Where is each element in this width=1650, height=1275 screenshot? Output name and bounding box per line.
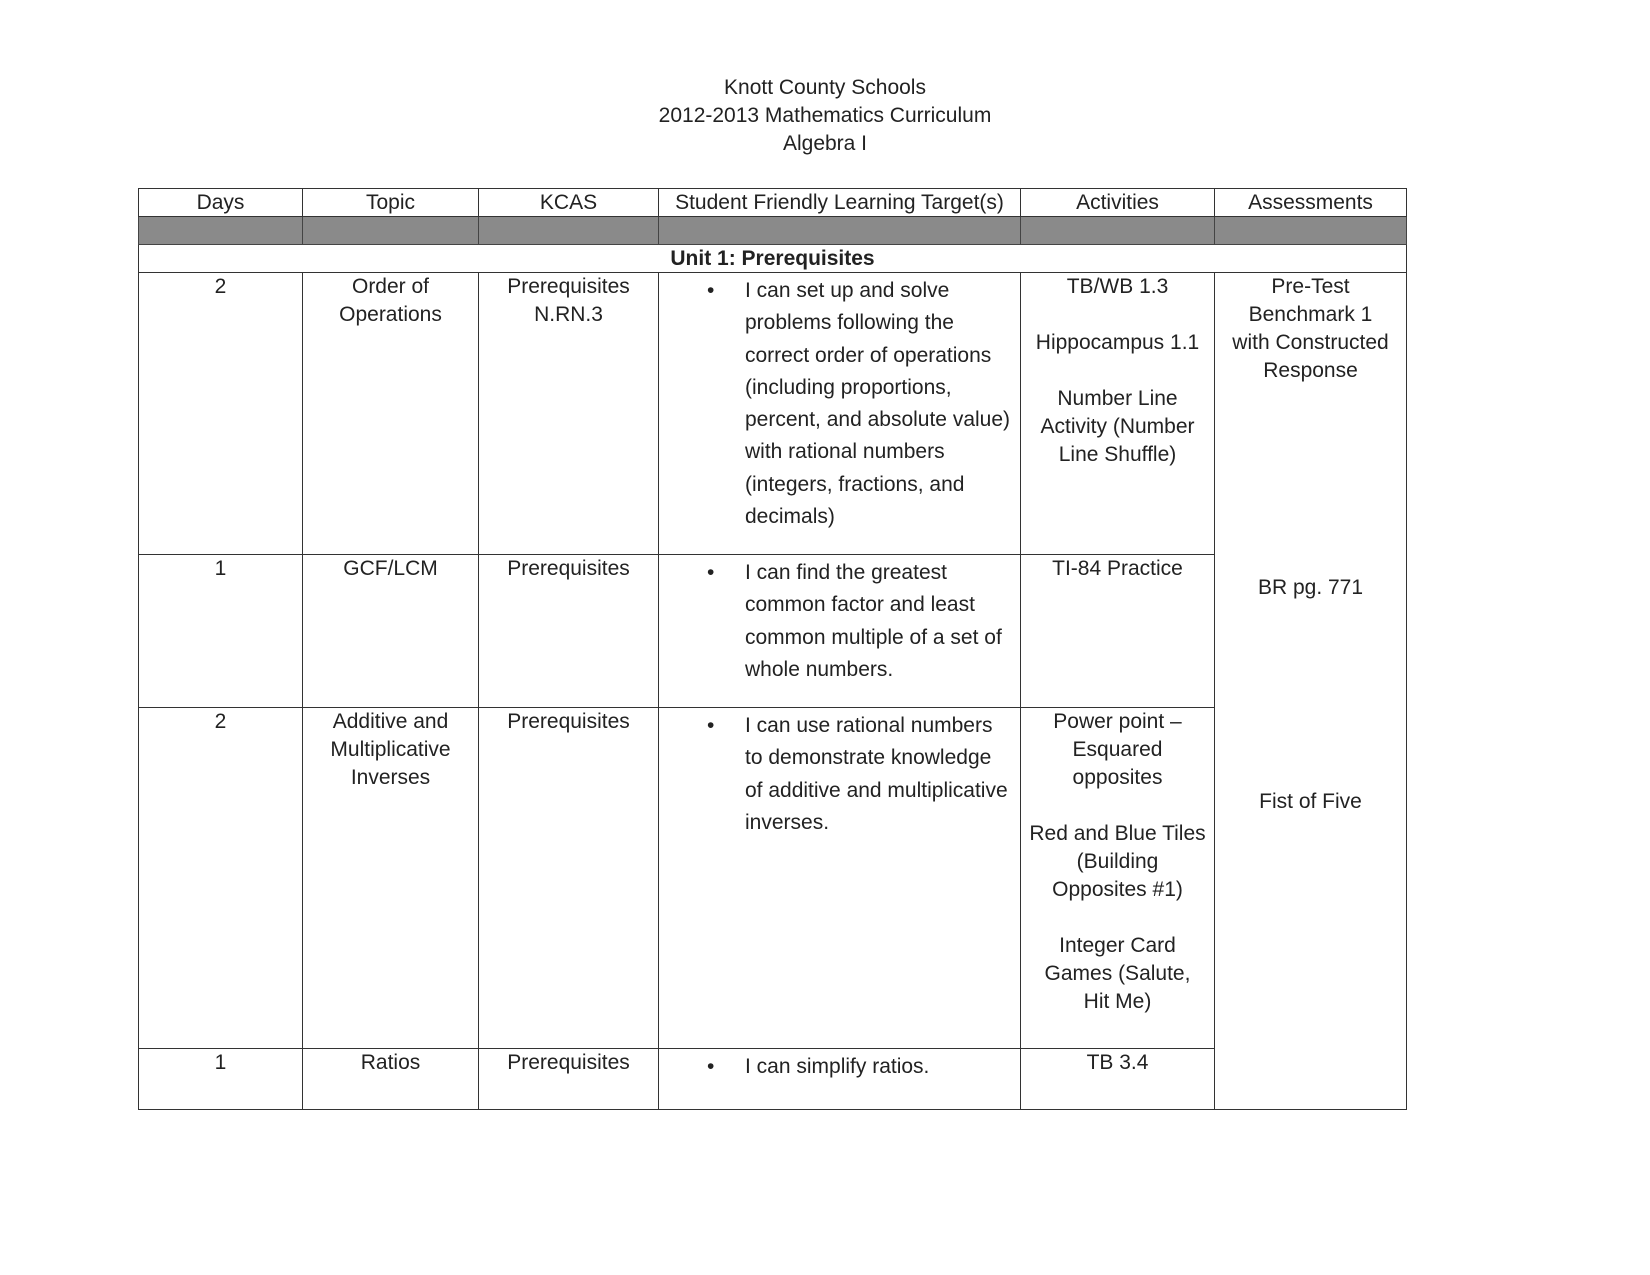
shaded-cell (303, 217, 479, 245)
curriculum-title: 2012-2013 Mathematics Curriculum (658, 104, 992, 127)
days-cell: 2 (139, 708, 303, 1049)
curriculum-table (138, 188, 1407, 1110)
topic-cell (303, 273, 479, 555)
school-name: Knott County Schools (724, 76, 926, 99)
activity-line: Esquared (1072, 738, 1163, 761)
kcas-cell (479, 1049, 659, 1110)
activities-cell (1021, 555, 1215, 708)
shaded-cell (1215, 217, 1407, 245)
activity-line: Opposites #1) (1052, 878, 1183, 901)
days-cell: 1 (139, 555, 303, 708)
activity-line: Red and Blue Tiles (1029, 822, 1206, 845)
activity-line: TB/WB 1.3 (1066, 275, 1169, 298)
topic-line: Operations (339, 303, 442, 326)
column-header-days: Days (139, 189, 303, 217)
column-header-row (139, 189, 1407, 217)
learning-target: • I can set up and solve problems following the correct order of operations (including proportions, percent, and absolute value) with rational numbers (integers, fractions, and decimals) (659, 275, 1012, 533)
shaded-cell (139, 217, 303, 245)
activity-line: Power point – (1053, 710, 1182, 733)
activity-line: opposites (1072, 766, 1163, 789)
topic-line: Additive and (332, 710, 449, 733)
assessment-line: Benchmark 1 (1248, 303, 1373, 326)
shaded-separator-row (139, 217, 1407, 245)
topic-line: Multiplicative (330, 738, 451, 761)
assessment-line: with Constructed (1232, 331, 1389, 354)
kcas-cell (479, 273, 659, 555)
course-name: Algebra I (782, 132, 868, 155)
learning-target-cell (659, 555, 1021, 708)
topic-cell (303, 555, 479, 708)
column-header-learning-targets: Student Friendly Learning Target(s) (659, 189, 1021, 217)
activity-line: TB 3.4 (1086, 1051, 1149, 1074)
column-header-assessments: Assessments (1215, 189, 1407, 217)
unit-title: Unit 1: Prerequisites (139, 245, 1407, 273)
activity-line: Hippocampus 1.1 (1035, 331, 1200, 354)
activity-line: Activity (Number (1040, 415, 1195, 438)
activity-line: Integer Card (1059, 934, 1176, 957)
kcas-line: N.RN.3 (534, 303, 603, 326)
document-header (0, 74, 1650, 158)
learning-target: • I can find the greatest common factor and least common multiple of a set of whole numbers. (659, 557, 1012, 686)
kcas-line: Prerequisites (507, 557, 630, 580)
assessment-line: Response (1263, 359, 1358, 382)
shaded-cell (1021, 217, 1215, 245)
learning-target-cell (659, 708, 1021, 1049)
kcas-line: Prerequisites (507, 710, 630, 733)
topic-cell (303, 708, 479, 1049)
activity-line: Hit Me) (1083, 990, 1152, 1013)
assessment-fist-of-five: Fist of Five (1259, 790, 1362, 813)
activity-line: (Building (1076, 850, 1159, 873)
kcas-cell (479, 555, 659, 708)
topic-line: GCF/LCM (343, 557, 438, 580)
activity-line: Number Line (1057, 387, 1178, 410)
shaded-cell (659, 217, 1021, 245)
topic-line: Ratios (360, 1051, 421, 1074)
table-row (139, 273, 1407, 555)
column-header-activities: Activities (1021, 189, 1215, 217)
kcas-cell (479, 708, 659, 1049)
activity-line: TI-84 Practice (1052, 557, 1183, 580)
learning-target-cell (659, 1049, 1021, 1110)
topic-line: Inverses (350, 766, 431, 789)
shaded-cell (479, 217, 659, 245)
days-cell: 1 (139, 1049, 303, 1110)
assessment-br: BR pg. 771 (1257, 576, 1364, 599)
activity-line: Games (Salute, (1044, 962, 1191, 985)
column-header-topic: Topic (303, 189, 479, 217)
days-cell: 2 (139, 273, 303, 555)
activities-cell (1021, 1049, 1215, 1110)
activity-line: Line Shuffle) (1058, 443, 1177, 466)
learning-target-cell (659, 273, 1021, 555)
learning-target: • I can use rational numbers to demonstrate knowledge of additive and multiplicative inverses. (659, 710, 1012, 839)
activities-cell (1021, 708, 1215, 1049)
learning-target: • I can simplify ratios. (659, 1051, 1012, 1083)
topic-cell (303, 1049, 479, 1110)
unit-title-row (139, 245, 1407, 273)
assessment-pretest (1215, 273, 1406, 385)
kcas-line: Prerequisites (507, 1051, 630, 1074)
activities-cell (1021, 273, 1215, 555)
kcas-line: Prerequisites (507, 275, 630, 298)
topic-line: Order of (351, 275, 430, 298)
column-header-kcas: KCAS (479, 189, 659, 217)
assessments-cell (1215, 273, 1407, 1110)
assessment-line: Pre-Test (1271, 275, 1350, 298)
